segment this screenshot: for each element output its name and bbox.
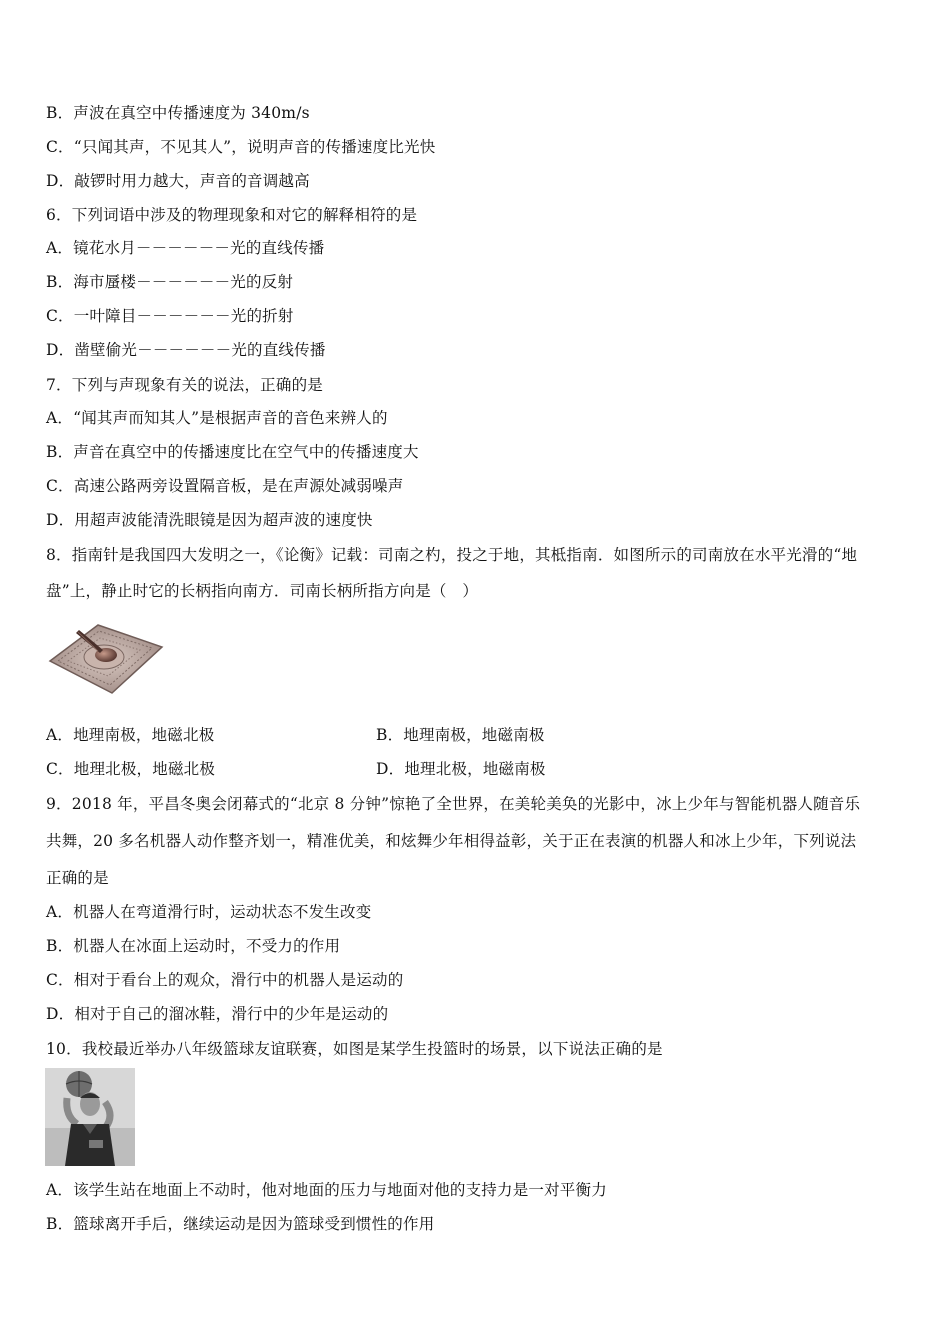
q6-option-d: D．凿壁偷光－－－－－－光的直线传播 (46, 341, 326, 359)
q6-option-a: A．镜花水月－－－－－－光的直线传播 (46, 239, 325, 257)
basketball-photo (45, 1068, 135, 1166)
compass-figure (48, 617, 164, 697)
q7-option-d: D．用超声波能清洗眼镜是因为超声波的速度快 (46, 511, 373, 529)
q5-option-c: C．“只闻其声，不见其人”，说明声音的传播速度比光快 (46, 138, 436, 156)
basketball-player-icon (45, 1068, 135, 1166)
q8-option-b: B．地理南极，地磁南极 (376, 726, 545, 744)
q5-option-d: D．敲锣时用力越大，声音的音调越高 (46, 172, 310, 190)
q9-stem-line2: 共舞，20 多名机器人动作整齐划一，精准优美，和炫舞少年相得益彰，关于正在表演的机器人和冰上少年，下列说法 (46, 832, 857, 850)
q8-stem-line2: 盘”上，静止时它的长柄指向南方．司南长柄所指方向是（ ） (46, 582, 479, 600)
q7-option-c: C．高速公路两旁设置隔音板，是在声源处减弱噪声 (46, 477, 404, 495)
q7-option-a: A．“闻其声而知其人”是根据声音的音色来辨人的 (46, 409, 388, 427)
q6-stem: 6．下列词语中涉及的物理现象和对它的解释相符的是 (46, 206, 418, 224)
compass-icon (48, 617, 164, 697)
q9-option-d: D．相对于自己的溜冰鞋，滑行中的少年是运动的 (46, 1005, 389, 1023)
q8-stem-line1: 8．指南针是我国四大发明之一，《论衡》记载：司南之杓，投之于地，其柢指南．如图所示的司南放在水平光滑的“地 (46, 546, 858, 564)
q9-stem-line3: 正确的是 (46, 869, 109, 887)
q10-option-b: B．篮球离开手后，继续运动是因为篮球受到惯性的作用 (46, 1215, 435, 1233)
q9-stem-line1: 9．2018 年，平昌冬奥会闭幕式的“北京 8 分钟”惊艳了全世界，在美轮美奂的光影中，冰上少年与智能机器人随音乐 (46, 795, 861, 813)
q9-option-a: A．机器人在弯道滑行时，运动状态不发生改变 (46, 903, 372, 921)
q10-option-a: A．该学生站在地面上不动时，他对地面的压力与地面对他的支持力是一对平衡力 (46, 1181, 607, 1199)
q8-option-d: D．地理北极，地磁南极 (376, 760, 546, 778)
q6-option-b: B．海市蜃楼－－－－－－光的反射 (46, 273, 294, 291)
q9-option-c: C．相对于看台上的观众，滑行中的机器人是运动的 (46, 971, 404, 989)
q8-option-a: A．地理南极，地磁北极 (46, 726, 215, 744)
q5-option-b: B．声波在真空中传播速度为 340m/s (46, 104, 310, 122)
q6-option-c: C．一叶障目－－－－－－光的折射 (46, 307, 294, 325)
q10-stem: 10．我校最近举办八年级篮球友谊联赛，如图是某学生投篮时的场景，以下说法正确的是 (46, 1040, 663, 1058)
q7-stem: 7．下列与声现象有关的说法，正确的是 (46, 376, 323, 394)
q9-option-b: B．机器人在冰面上运动时，不受力的作用 (46, 937, 341, 955)
q8-option-c: C．地理北极，地磁北极 (46, 760, 216, 778)
q7-option-b: B．声音在真空中的传播速度比在空气中的传播速度大 (46, 443, 419, 461)
